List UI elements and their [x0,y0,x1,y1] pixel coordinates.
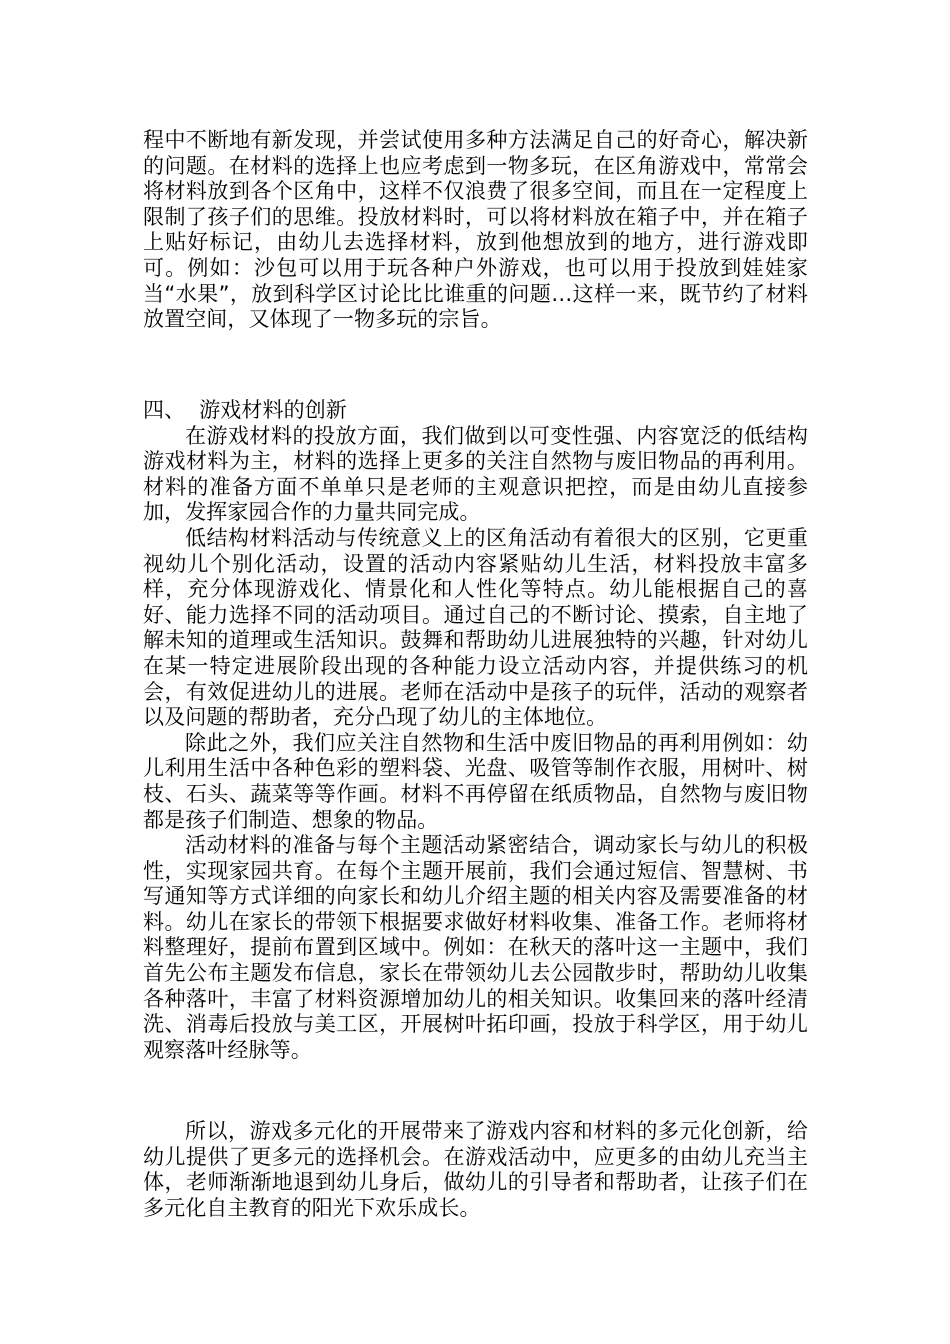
section-heading [143,398,808,424]
conclusion-block [143,1119,808,1221]
section-4 [143,398,808,1063]
continuation-block [143,128,808,333]
conclusion-paragraph: 所以，游戏多元化的开展带来了游戏内容和材料的多元化创新，给幼儿提供了更多元的选择机会。在游戏活动中，应更多的由幼儿充当主体，老师渐渐地退到幼儿身后，做幼儿的引导者和帮助者，让孩子们在多元化自主教育的阳光下欢乐成长。 [143,1119,808,1220]
body-paragraph: 除此之外，我们应关注自然物和生活中废旧物品的再利用例如：幼儿利用生活中各种色彩的塑料袋、光盘、吸管等制作衣服，用树叶、树枝、石头、蔬菜等等作画。材料不再停留在纸质物品，自然物与废旧物都是孩子们制造、想象的物品。 [143,730,808,832]
section-heading-title: 游戏材料的创新 [199,398,347,422]
body-paragraph: 活动材料的准备与每个主题活动紧密结合，调动家长与幼儿的积极性，实现家园共育。在每个主题开展前，我们会通过短信、智慧树、书写通知等方式详细的向家长和幼儿介绍主题的相关内容及需要准备的材料。幼儿在家长的带领下根据要求做好材料收集、准备工作。老师将材料整理好，提前布置到区域中。例如：在秋天的落叶这一主题中，我们首先公布主题发布信息，家长在带领幼儿去公园散步时，帮助幼儿收集各种落叶，丰富了材料资源增加幼儿的相关知识。收集回来的落叶经清洗、消毒后投放与美工区，开展树叶拓印画，投放于科学区，用于幼儿观察落叶经脉等。 [143,833,808,1062]
body-paragraph: 低结构材料活动与传统意义上的区角活动有着很大的区别，它更重视幼儿个别化活动，设置的活动内容紧贴幼儿生活，材料投放丰富多样，充分体现游戏化、情景化和人性化等特点。幼儿能根据自己的喜好、能力选择不同的活动项目。通过自己的不断讨论、摸索，自主地了解未知的道理或生活知识。鼓舞和帮助幼儿进展独特的兴趣，针对幼儿在某一特定进展阶段出现的各种能力设立活动内容，并提供练习的机会，有效促进幼儿的进展。老师在活动中是孩子的玩伴，活动的观察者以及问题的帮助者，充分凸现了幼儿的主体地位。 [143,525,808,730]
continuation-paragraph: 程中不断地有新发现，并尝试使用多种方法满足自己的好奇心，解决新的问题。在材料的选择上也应考虑到一物多玩，在区角游戏中，常常会将材料放到各个区角中，这样不仅浪费了很多空间，而且在一定程度上限制了孩子们的思维。投放材料时，可以将材料放在箱子中，并在箱子上贴好标记，由幼儿去选择材料，放到他想放到的地方，进行游戏即可。例如：沙包可以用于玩各种户外游戏，也可以用于投放到娃娃家当“水果”，放到科学区讨论比比谁重的问题…这样一来，既节约了材料放置空间，又体现了一物多玩的宗旨。 [143,128,808,332]
body-paragraph: 在游戏材料的投放方面，我们做到以可变性强、内容宽泛的低结构游戏材料为主，材料的选择上更多的关注自然物与废旧物品的再利用。材料的准备方面不单单只是老师的主观意识把控，而是由幼儿直接参加，发挥家园合作的力量共同完成。 [143,423,808,525]
section-heading-number: 四、 [143,398,186,422]
